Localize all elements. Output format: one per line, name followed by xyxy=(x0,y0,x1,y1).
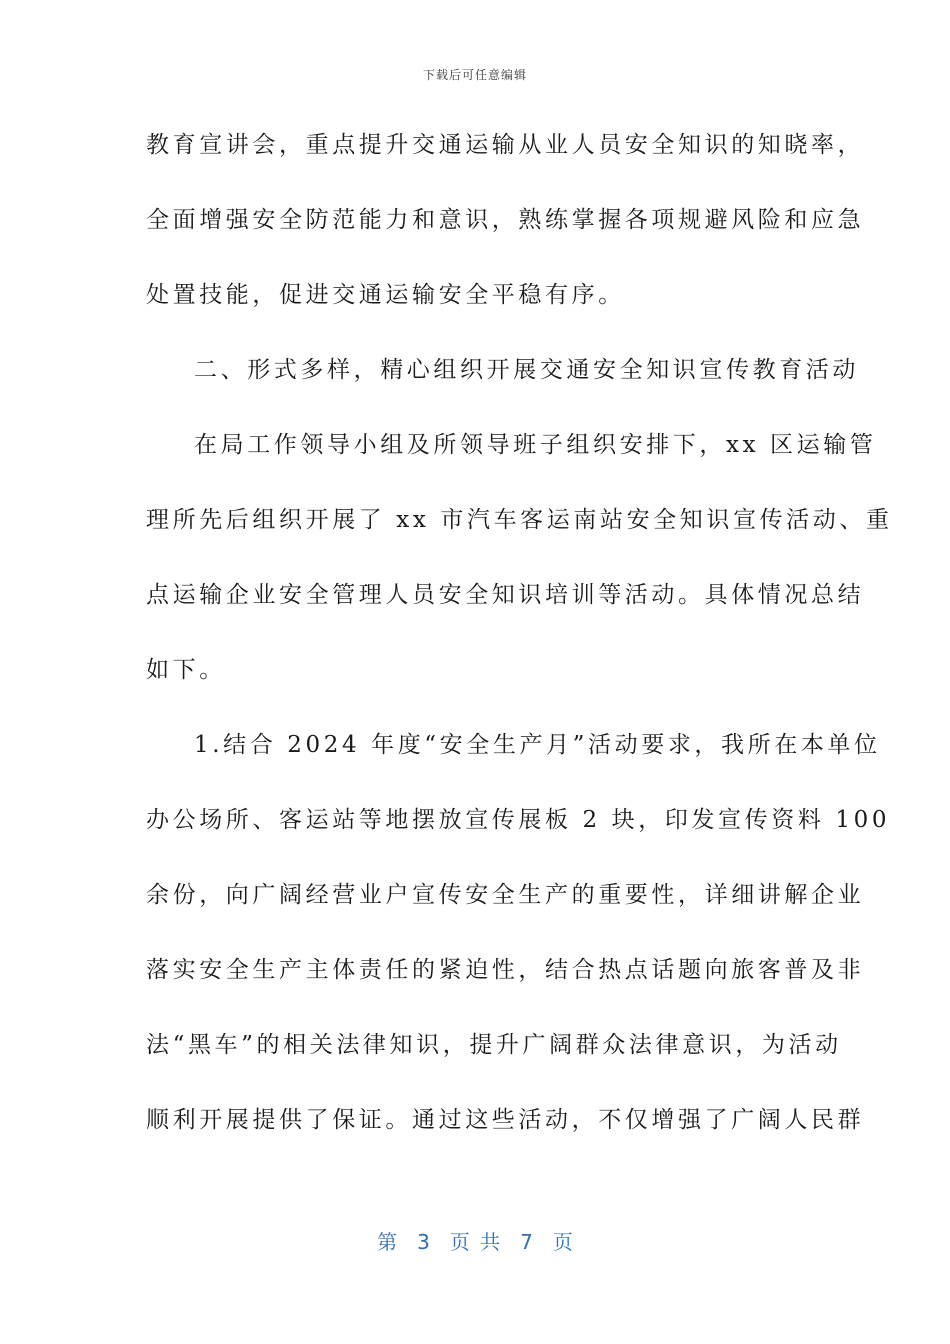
paragraph-line: 如下。 xyxy=(146,657,226,683)
page-prefix: 第 xyxy=(377,1230,398,1254)
paragraph-line: 余份，向广阔经营业户宣传安全生产的重要性，详细讲解企业 xyxy=(146,882,865,908)
page-middle: 页 共 xyxy=(449,1230,501,1254)
total-pages-number: 7 xyxy=(520,1230,533,1254)
paragraph-line: 1.结合 2024 年度“安全生产月”活动要求，我所在本单位 xyxy=(194,732,881,758)
current-page-number: 3 xyxy=(417,1230,430,1254)
paragraph-line: 理所先后组织开展了 xx 市汽车客运南站安全知识宣传活动、重 xyxy=(146,507,893,533)
paragraph-line: 处置技能，促进交通运输安全平稳有序。 xyxy=(146,282,625,308)
paragraph-line: 在局工作领导小组及所领导班子组织安排下，xx 区运输管 xyxy=(194,432,877,458)
paragraph-line: 教育宣讲会，重点提升交通运输从业人员安全知识的知晓率， xyxy=(146,132,865,158)
paragraph-line: 法“黑车”的相关法律知识，提升广阔群众法律意识，为活动 xyxy=(146,1032,842,1058)
header-note: 下载后可任意编辑 xyxy=(422,68,527,82)
document-body xyxy=(146,125,893,1175)
page-suffix: 页 xyxy=(552,1230,573,1254)
paragraph-line: 点运输企业安全管理人员安全知识培训等活动。具体情况总结 xyxy=(146,582,865,608)
page-footer xyxy=(0,1226,950,1255)
section-heading: 二、形式多样，精心组织开展交通安全知识宣传教育活动 xyxy=(194,357,859,383)
paragraph-line: 落实安全生产主体责任的紧迫性，结合热点话题向旅客普及非 xyxy=(146,957,865,983)
paragraph-line: 顺利开展提供了保证。通过这些活动，不仅增强了广阔人民群 xyxy=(146,1107,865,1133)
paragraph-line: 全面增强安全防范能力和意识，熟练掌握各项规避风险和应急 xyxy=(146,207,865,233)
paragraph-line: 办公场所、客运站等地摆放宣传展板 2 块，印发宣传资料 100 xyxy=(146,807,891,833)
